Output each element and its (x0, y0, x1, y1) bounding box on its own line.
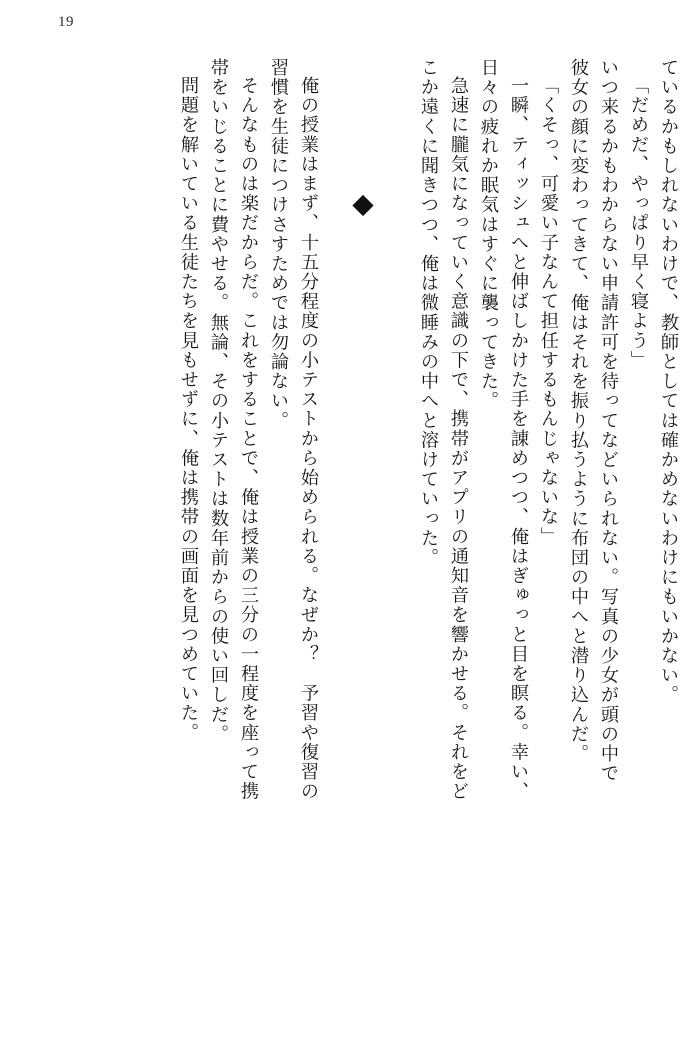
text-column: 「だめだ、やっぱり早く寝よう」 (629, 76, 649, 370)
section-ornament (348, 58, 378, 1013)
text-column: 彼女の顔に変わってきて、俺はそれを振り払うように布団の中へと潜り込んだ。 (569, 58, 589, 764)
text-column: 問題を解いている生徒たちを見もせずに、俺は携帯の画面を見つめていた。 (179, 76, 199, 743)
text-column: 日々の疲れか眠気はすぐに襲ってきた。 (479, 58, 499, 411)
text-column: こか遠くに聞きつつ、俺は微睡みの中へと溶けていった。 (419, 58, 439, 568)
text-column: いつ来るかもわからない申請許可を待ってなどいられない。写真の少女が頭の中で (599, 58, 619, 784)
text-column: 帯をいじることに費やせる。無論、その小テストは数年前からの使い回しだ。 (209, 58, 229, 744)
page-number: 19 (58, 14, 74, 30)
text-column: 習慣を生徒につけさすためでは勿論ない。 (269, 58, 289, 431)
text-column: 「くそっ、可愛い子なんて担任するもんじゃないな」 (539, 76, 559, 547)
vertical-text-body (26, 58, 678, 1018)
text-column: 急速に朧気になっていく意識の下で、携帯がアプリの通知音を響かせる。それをど (449, 76, 469, 802)
text-column: そんなものは楽だからだ。これをすることで、俺は授業の三分の一程度を座って携 (239, 76, 259, 802)
text-column: 一瞬、ティッシュへと伸ばしかけた手を諌めつつ、俺はぎゅっと目を瞑る。幸い、 (509, 76, 529, 802)
column-spacer (318, 58, 348, 1013)
text-column: 俺の授業はまず、十五分程度の小テストから始められる。なぜか？ 予習や復習の (299, 76, 319, 802)
text-column: ているかもしれないわけで、教師としては確かめないわけにもいかない。 (659, 58, 679, 705)
diamond-icon (352, 195, 373, 216)
column-spacer (378, 58, 408, 1013)
